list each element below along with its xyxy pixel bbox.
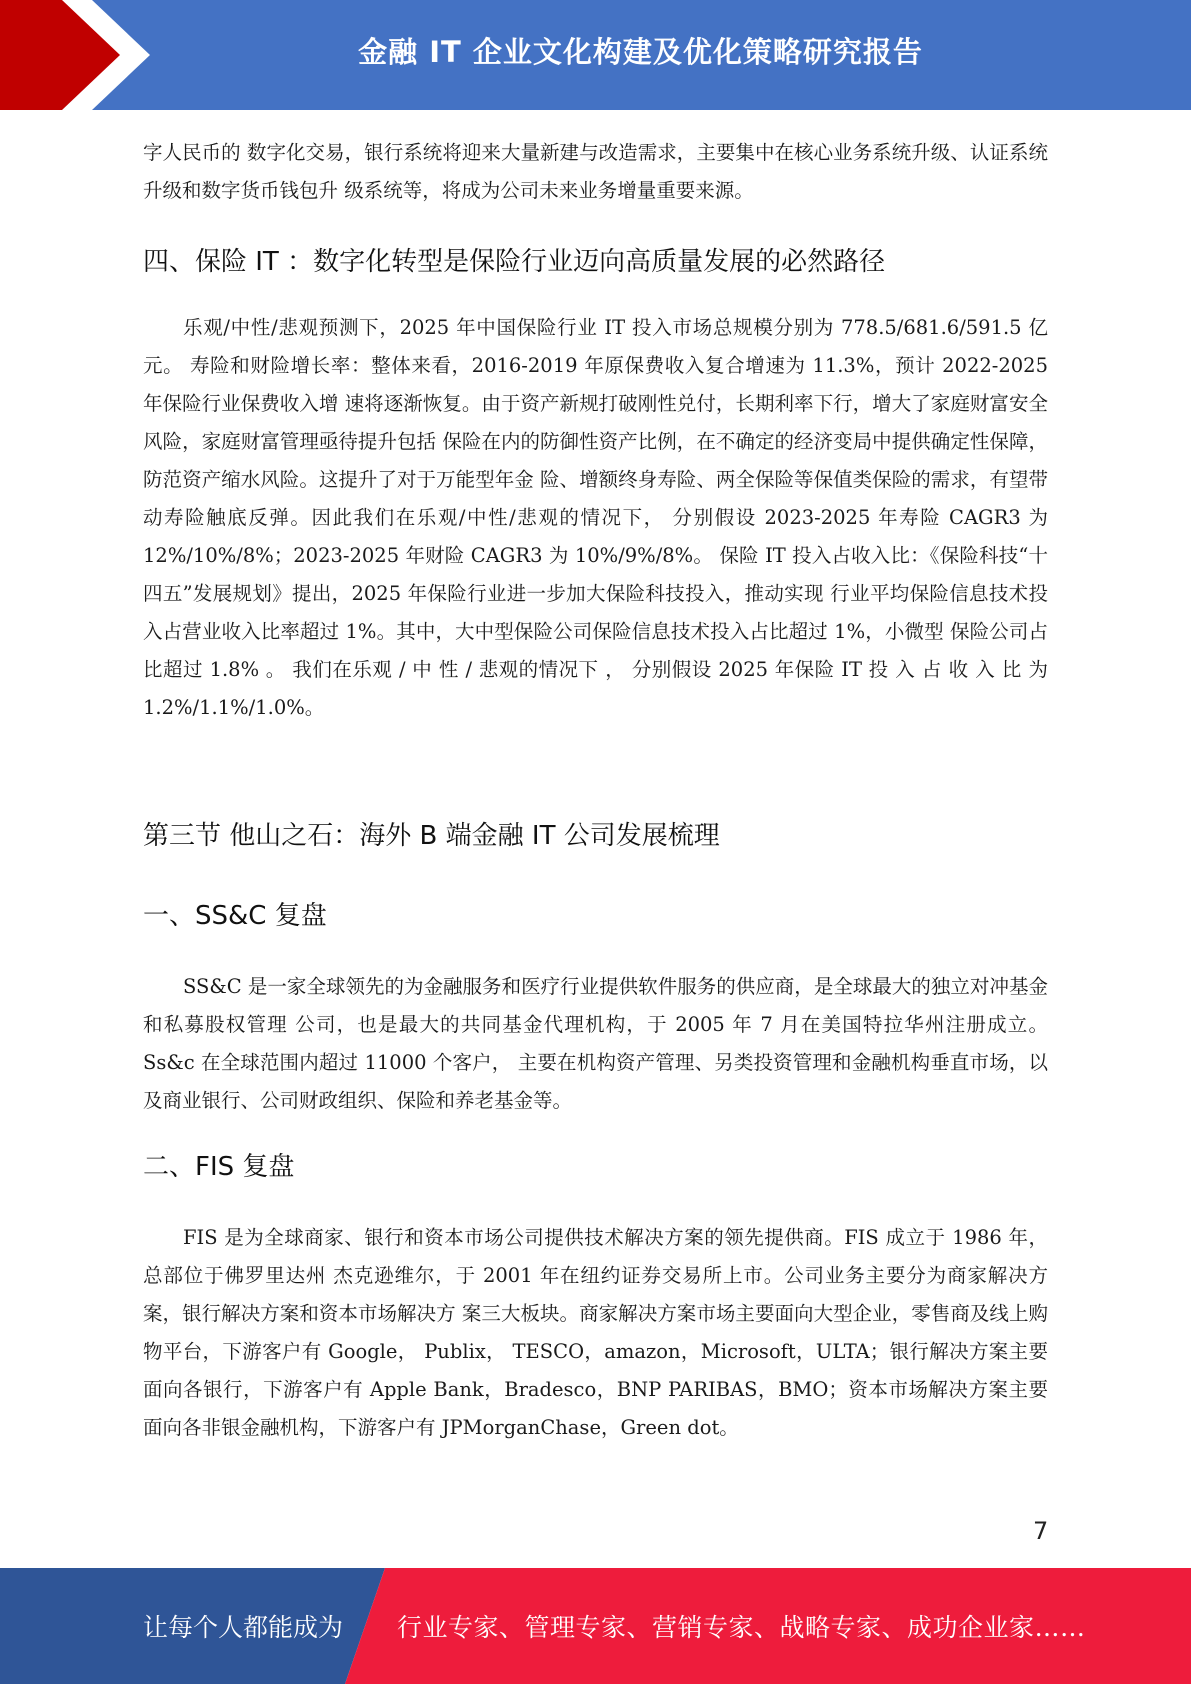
document-body xyxy=(143,134,1048,1447)
page-number: 7 xyxy=(1033,1517,1049,1545)
ssc-paragraph: SS&C 是一家全球领先的为金融服务和医疗行业提供软件服务的供应商，是全球最大的独立对冲基金和私募股权管理 公司，也是最大的共同基金代理机构，于 2005 年 7 月在美国特拉华州注册成立。Ss&c 在全球范围内超过 11000 个客户， 主要在机构资产管理、另类投资管理和金融机构垂直市场，以及商业银行、公司财政组织、保险和养老基金等。 xyxy=(143,975,1048,1112)
fis-heading: 二、FIS 复盘 xyxy=(143,1152,295,1182)
page-header xyxy=(0,0,1191,110)
page-footer xyxy=(0,1568,1191,1684)
footer-slogan-right: 行业专家、管理专家、营销专家、战略专家、成功企业家…… xyxy=(397,1613,1086,1642)
intro-paragraph: 字人民币的 数字化交易，银行系统将迎来大量新建与改造需求，主要集中在核心业务系统升级、认证系统升级和数字货币钱包升 级系统等，将成为公司未来业务增量重要来源。 xyxy=(143,141,1048,202)
footer-slogan-left: 让每个人都能成为 xyxy=(143,1613,344,1642)
section4-paragraph: 乐观/中性/悲观预测下，2025 年中国保险行业 IT 投入市场总规模分别为 778.5/681.6/591.5 亿元。 寿险和财险增长率：整体来看，2016-2019 年原保费收入复合增速为 11.3%，预计 2022-2025 年保险行业保费收入增 速将逐渐恢复。由于资产新规打破刚性兑付，长期利率下行，增大了家庭财富安全风险，家庭财富管理亟待提升包括 保险在内的防御性资产比例，在不确定的经济变局中提供确定性保障，防范资产缩水风险。这提升了对于万能型年金 险、增额终身寿险、两全保险等保值类保险的需求，有望带动寿险触底反弹。因此我们在乐观/中性/悲观的情况下， 分别假设 2023-2025 年寿险 CAGR3 为 12%/10%/8%；2023-2025 年财险 CAGR3 为 10%/9%/8%。 保险 IT 投入占收入比：《保险科技“十四五”发展规划》提出，2025 年保险行业进一步加大保险科技投入，推动实现 行业平均保险信息技术投入占营业收入比率超过 1%。其中，大中型保险公司保险信息技术投入占比超过 1%，小微型 保险公司占比超过 1.8% 。 我们在乐观 / 中 性 / 悲观的情况下 ， 分别假设 2025 年保险 IT 投 入 占 收 入 比 为 1.2%/1.1%/1.0%。 xyxy=(143,316,1048,719)
section3-heading: 第三节 他山之石：海外 B 端金融 IT 公司发展梳理 xyxy=(143,821,720,851)
fis-paragraph: FIS 是为全球商家、银行和资本市场公司提供技术解决方案的领先提供商。FIS 成立于 1986 年，总部位于佛罗里达州 杰克逊维尔，于 2001 年在纽约证券交易所上市。公司业务主要分为商家解决方案，银行解决方案和资本市场解决方 案三大板块。商家解决方案市场主要面向大型企业，零售商及线上购物平台，下游客户有 Google， Publix， TESCO，amazon，Microsoft，ULTA；银行解决方案主要面向各银行，下游客户有 Apple Bank，Bradesco，BNP PARIBAS，BMO；资本市场解决方案主要面向各非银金融机构，下游客户有 JPMorganChase，Green dot。 xyxy=(143,1226,1048,1439)
ssc-heading: 一、SS&C 复盘 xyxy=(143,901,327,931)
section4-heading: 四、保险 IT ：数字化转型是保险行业迈向高质量发展的必然路径 xyxy=(143,247,886,277)
header-title: 金融 IT 企业文化构建及优化策略研究报告 xyxy=(358,34,923,69)
